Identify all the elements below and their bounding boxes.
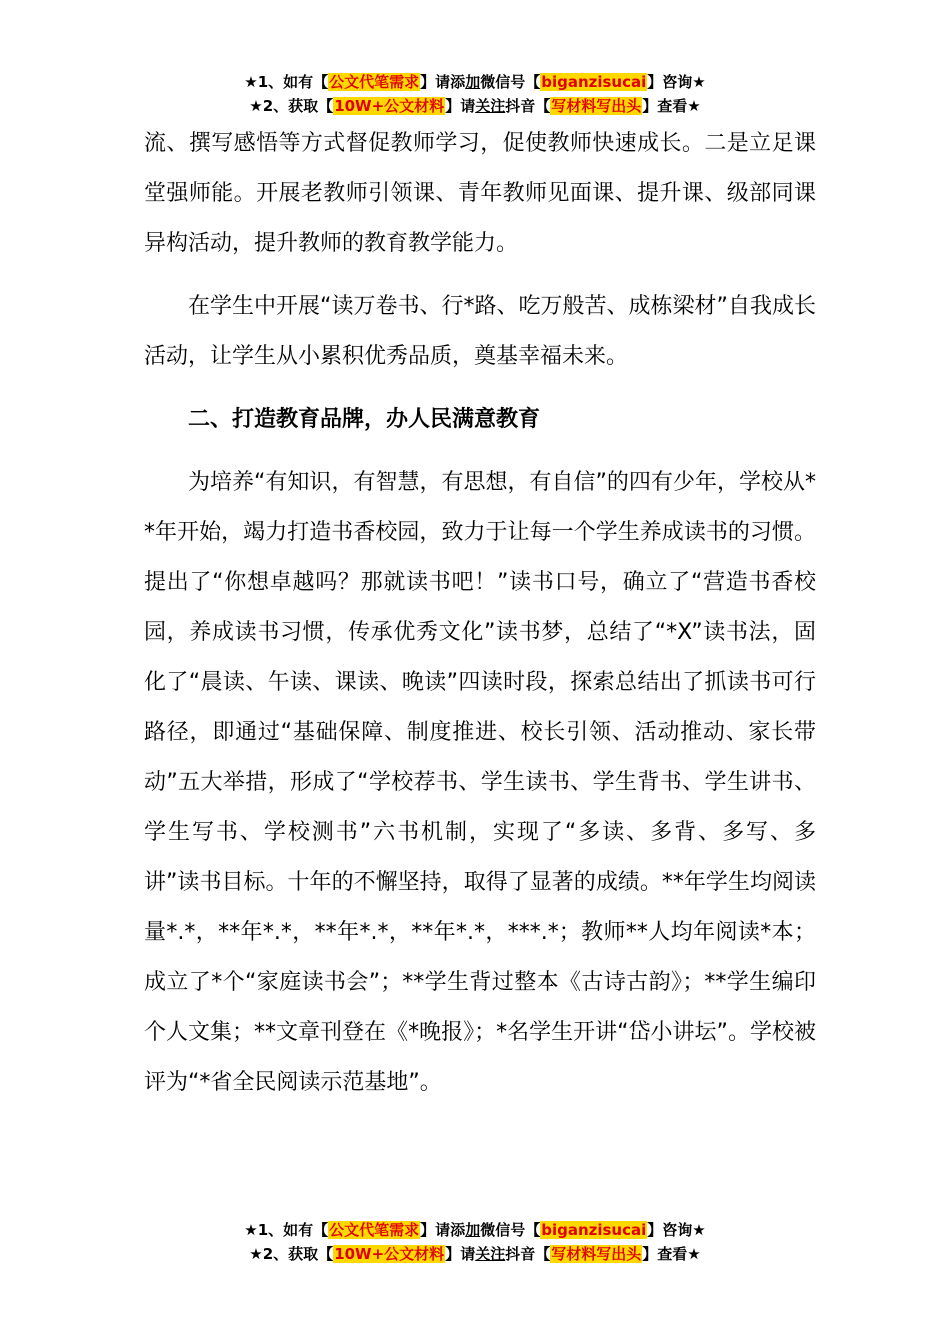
banner-line-2 bbox=[0, 94, 950, 118]
banner-highlight: 公文代笔需求 bbox=[329, 73, 420, 91]
banner-highlight: biganzisucai bbox=[541, 1221, 647, 1239]
banner-text: ★2、获取【 bbox=[249, 97, 334, 115]
banner-text: 】请添 bbox=[420, 73, 466, 91]
document-body bbox=[144, 119, 816, 1108]
banner-text: 】请添 bbox=[420, 1221, 466, 1239]
banner-text: 】咨询★ bbox=[647, 73, 706, 91]
banner-underlined-text: 关注 bbox=[475, 1245, 506, 1263]
banner-text: 】请 bbox=[445, 1245, 476, 1263]
banner-line-1 bbox=[0, 70, 950, 94]
banner-text: 】查看★ bbox=[642, 97, 701, 115]
banner-highlight: 10W+公文材料 bbox=[334, 97, 445, 115]
banner-text: 抖音【 bbox=[505, 97, 551, 115]
banner-highlight: 10W+公文材料 bbox=[334, 1245, 445, 1263]
paragraph-student-activity: 在学生中开展“读万卷书、行*路、吃万般苦、成栋梁材”自我成长活动，让学生从小累积优秀品质，奠基幸福未来。 bbox=[144, 294, 816, 369]
banner-text: ★1、如有【 bbox=[244, 73, 329, 91]
banner-text: 】查看★ bbox=[642, 1245, 701, 1263]
banner-text: 】请 bbox=[445, 97, 476, 115]
section-heading: 二、打造教育品牌，办人民满意教育 bbox=[188, 407, 541, 432]
header-banner bbox=[0, 70, 950, 118]
banner-line-1 bbox=[0, 1218, 950, 1242]
banner-highlight: 写材料写出头 bbox=[551, 97, 642, 115]
banner-highlight: 公文代笔需求 bbox=[329, 1221, 420, 1239]
footer-banner bbox=[0, 1218, 950, 1266]
banner-text: 微信号【 bbox=[480, 1221, 541, 1239]
banner-underlined-text: 加 bbox=[465, 73, 481, 91]
banner-underlined-text: 加 bbox=[465, 1221, 481, 1239]
banner-highlight: 写材料写出头 bbox=[551, 1245, 642, 1263]
paragraph-continued: 流、撰写感悟等方式督促教师学习，促使教师快速成长。二是立足课堂强师能。开展老教师引领课、青年教师见面课、提升课、级部同课异构活动，提升教师的教育教学能力。 bbox=[144, 131, 816, 256]
paragraph-reading-campus: 为培养“有知识，有智慧，有思想，有自信”的四有少年，学校从**年开始，竭力打造书香校园，致力于让每一个学生养成读书的习惯。提出了“你想卓越吗？那就读书吧！”读书口号，确立了“营造书香校园，养成读书习惯，传承优秀文化”读书梦，总结了“*X”读书法，固化了“晨读、午读、课读、晚读”四读时段，探索总结出了抓读书可行路径，即通过“基础保障、制度推进、校长引领、活动推动、家长带动”五大举措，形成了“学校荐书、学生读书、学生背书、学生讲书、学生写书、学校测书”六书机制，实现了“多读、多背、多写、多讲”读书目标。十年的不懈坚持，取得了显著的成绩。**年学生均阅读量*.*，**年*.*，**年*.*，**年*.*，***.*；教师**人均年阅读*本；成立了*个“家庭读书会”；**学生背过整本《古诗古韵》；**学生编印个人文集；**文章刊登在《*晚报》；*名学生开讲“岱小讲坛”。学校被评为“*省全民阅读示范基地”。 bbox=[144, 470, 816, 1095]
banner-text: 抖音【 bbox=[505, 1245, 551, 1263]
banner-text: ★1、如有【 bbox=[244, 1221, 329, 1239]
banner-text: 】咨询★ bbox=[647, 1221, 706, 1239]
banner-underlined-text: 关注 bbox=[475, 97, 506, 115]
banner-highlight: biganzisucai bbox=[541, 73, 647, 91]
banner-text: ★2、获取【 bbox=[249, 1245, 334, 1263]
banner-line-2 bbox=[0, 1242, 950, 1266]
banner-text: 微信号【 bbox=[480, 73, 541, 91]
